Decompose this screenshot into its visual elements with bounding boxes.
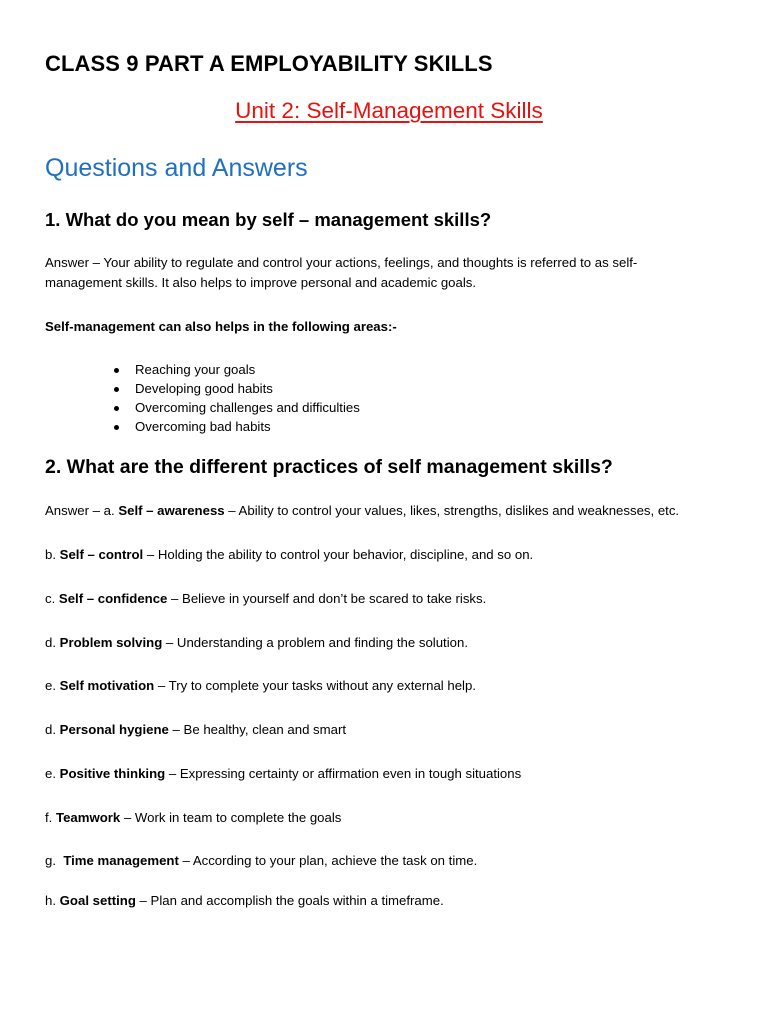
practice-item: e. Positive thinking – Expressing certainty or affirmation even in tough situations: [45, 766, 522, 781]
unit-title: Unit 2: Self-Management Skills: [235, 98, 543, 123]
practice-item: d. Personal hygiene – Be healthy, clean and smart: [45, 722, 347, 737]
section-title: Questions and Answers: [45, 154, 308, 182]
list-item: Overcoming bad habits: [45, 417, 360, 436]
bullet-icon: [114, 406, 119, 411]
answer-1-line-2: management skills. It also helps to improve personal and academic goals.: [45, 275, 477, 290]
answer-1-line-1: Answer – Your ability to regulate and control your actions, feelings, and thoughts is referred to as self-: [45, 255, 638, 270]
list-item: Reaching your goals: [45, 360, 360, 379]
areas-list: [45, 360, 360, 436]
bullet-icon: [114, 425, 119, 430]
list-item: Overcoming challenges and difficulties: [45, 398, 360, 417]
practice-item: f. Teamwork – Work in team to complete the goals: [45, 810, 342, 825]
answer-1: [45, 253, 637, 293]
practice-item: c. Self – confidence – Believe in yourself and don’t be scared to take risks.: [45, 591, 487, 606]
question-1: 1. What do you mean by self – management skills?: [45, 209, 492, 230]
document-title: CLASS 9 PART A EMPLOYABILITY SKILLS: [45, 51, 493, 76]
practice-item: e. Self motivation – Try to complete your tasks without any external help.: [45, 678, 476, 693]
practice-item: Answer – a. Self – awareness – Ability to control your values, likes, strengths, dislikes and weaknesses, etc.: [45, 503, 680, 518]
question-2: 2. What are the different practices of self management skills?: [45, 456, 613, 478]
areas-lead: Self-management can also helps in the following areas:-: [45, 319, 397, 334]
practice-item: h. Goal setting – Plan and accomplish the goals within a timeframe.: [45, 893, 444, 908]
practice-item: g. Time management – According to your plan, achieve the task on time.: [45, 853, 478, 868]
bullet-icon: [114, 368, 119, 373]
practice-item: d. Problem solving – Understanding a problem and finding the solution.: [45, 635, 468, 650]
practice-item: b. Self – control – Holding the ability to control your behavior, discipline, and so on.: [45, 547, 534, 562]
list-item: Developing good habits: [45, 379, 360, 398]
bullet-icon: [114, 387, 119, 392]
